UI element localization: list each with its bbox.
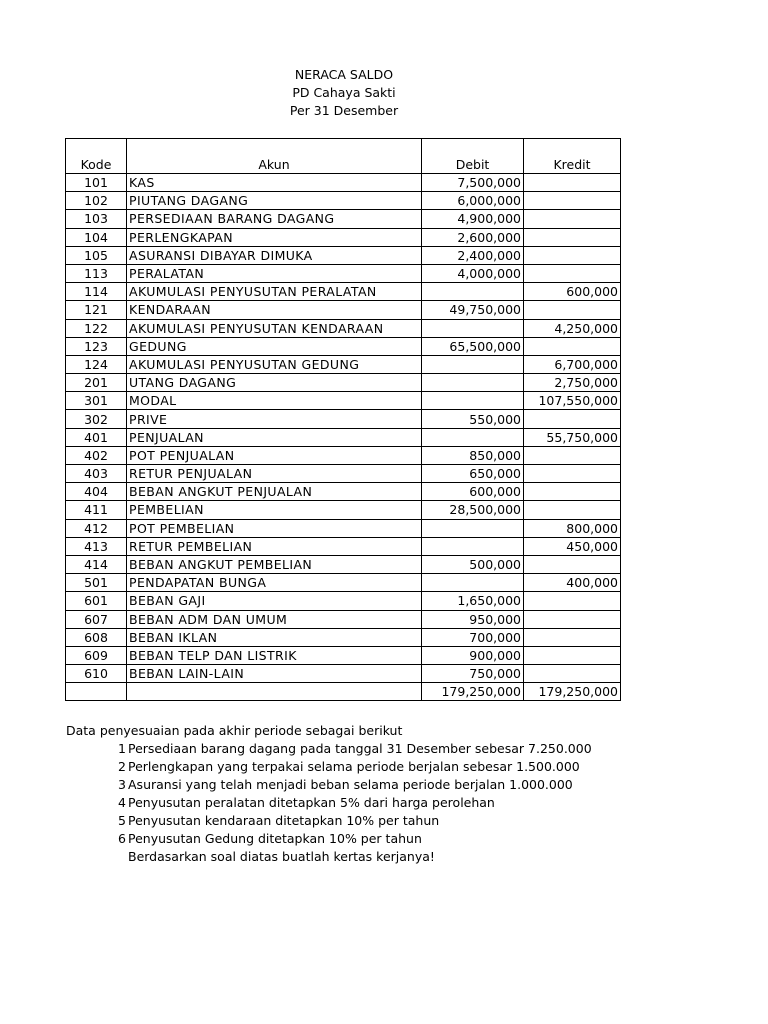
kode-cell: 124	[66, 355, 127, 373]
table-row	[66, 301, 621, 319]
table-row	[66, 519, 621, 537]
total-debit: 179,250,000	[422, 683, 524, 701]
debit-cell: 600,000	[422, 483, 524, 501]
table-row	[66, 319, 621, 337]
kredit-cell: 6,700,000	[524, 355, 621, 373]
kode-cell: 413	[66, 537, 127, 555]
table-row	[66, 374, 621, 392]
kredit-cell: 600,000	[524, 283, 621, 301]
debit-cell: 1,650,000	[422, 592, 524, 610]
debit-cell	[422, 519, 524, 537]
kode-cell: 102	[66, 192, 127, 210]
debit-cell: 49,750,000	[422, 301, 524, 319]
akun-cell: AKUMULASI PENYUSUTAN PERALATAN	[127, 283, 422, 301]
kode-cell: 601	[66, 592, 127, 610]
kredit-cell	[524, 465, 621, 483]
debit-cell	[422, 574, 524, 592]
akun-cell: GEDUNG	[127, 337, 422, 355]
akun-cell: MODAL	[127, 392, 422, 410]
kredit-cell	[524, 446, 621, 464]
akun-cell: UTANG DAGANG	[127, 374, 422, 392]
debit-cell	[422, 374, 524, 392]
debit-cell: 2,600,000	[422, 228, 524, 246]
debit-cell	[422, 428, 524, 446]
kredit-cell: 800,000	[524, 519, 621, 537]
kode-cell: 122	[66, 319, 127, 337]
note-text: Penyusutan kendaraan ditetapkan 10% per tahun	[128, 813, 440, 828]
akun-cell: POT PENJUALAN	[127, 446, 422, 464]
debit-cell	[422, 392, 524, 410]
kredit-cell	[524, 646, 621, 664]
kode-cell: 123	[66, 337, 127, 355]
note-item	[66, 830, 592, 848]
akun-cell: RETUR PENJUALAN	[127, 465, 422, 483]
table-row	[66, 483, 621, 501]
table-row	[66, 355, 621, 373]
kredit-cell: 2,750,000	[524, 374, 621, 392]
kredit-cell	[524, 628, 621, 646]
kode-cell: 609	[66, 646, 127, 664]
table-row	[66, 665, 621, 683]
debit-cell: 550,000	[422, 410, 524, 428]
kredit-cell: 450,000	[524, 537, 621, 555]
kode-cell: 501	[66, 574, 127, 592]
debit-cell: 2,400,000	[422, 246, 524, 264]
kredit-cell	[524, 555, 621, 573]
kode-cell: 103	[66, 210, 127, 228]
akun-cell: KENDARAAN	[127, 301, 422, 319]
kode-cell: 402	[66, 446, 127, 464]
debit-cell: 750,000	[422, 665, 524, 683]
kode-cell: 113	[66, 264, 127, 282]
notes-closing: Berdasarkan soal diatas buatlah kertas kerjanya!	[128, 849, 435, 864]
kredit-cell	[524, 337, 621, 355]
note-item	[66, 758, 592, 776]
table-row	[66, 392, 621, 410]
note-item	[66, 776, 592, 794]
kode-cell: 401	[66, 428, 127, 446]
kredit-cell	[524, 264, 621, 282]
note-number: 1	[118, 741, 126, 756]
table-header-row	[66, 139, 621, 174]
kode-cell: 608	[66, 628, 127, 646]
note-text: Persediaan barang dagang pada tanggal 31 Desember sebesar 7.250.000	[128, 741, 592, 756]
akun-cell: PERSEDIAAN BARANG DAGANG	[127, 210, 422, 228]
kode-cell: 121	[66, 301, 127, 319]
kode-cell: 302	[66, 410, 127, 428]
kredit-cell	[524, 501, 621, 519]
document-header	[244, 66, 444, 120]
akun-cell: PERALATAN	[127, 264, 422, 282]
kredit-cell	[524, 210, 621, 228]
kode-cell: 607	[66, 610, 127, 628]
akun-cell: BEBAN ANGKUT PENJUALAN	[127, 483, 422, 501]
table-row	[66, 537, 621, 555]
kredit-cell	[524, 192, 621, 210]
company-name: PD Cahaya Sakti	[292, 85, 396, 100]
akun-cell: BEBAN ANGKUT PEMBELIAN	[127, 555, 422, 573]
debit-cell: 7,500,000	[422, 174, 524, 192]
debit-cell: 4,000,000	[422, 264, 524, 282]
table-row	[66, 428, 621, 446]
debit-cell: 700,000	[422, 628, 524, 646]
kode-cell: 104	[66, 228, 127, 246]
kode-cell: 404	[66, 483, 127, 501]
trial-balance-table	[65, 138, 621, 701]
table-row	[66, 555, 621, 573]
debit-cell: 65,500,000	[422, 337, 524, 355]
note-number: 2	[118, 759, 126, 774]
kode-cell: 412	[66, 519, 127, 537]
akun-cell: RETUR PEMBELIAN	[127, 537, 422, 555]
debit-cell	[422, 319, 524, 337]
kredit-cell: 400,000	[524, 574, 621, 592]
kredit-cell	[524, 483, 621, 501]
kredit-cell	[524, 228, 621, 246]
note-text: Asuransi yang telah menjadi beban selama periode berjalan 1.000.000	[128, 777, 573, 792]
kredit-cell	[524, 592, 621, 610]
table-row	[66, 192, 621, 210]
column-header-akun: Akun	[127, 139, 422, 174]
debit-cell	[422, 355, 524, 373]
note-number: 4	[118, 795, 126, 810]
akun-cell: PENJUALAN	[127, 428, 422, 446]
note-item	[66, 812, 592, 830]
akun-cell: PERLENGKAPAN	[127, 228, 422, 246]
total-kredit: 179,250,000	[524, 683, 621, 701]
kode-cell: 301	[66, 392, 127, 410]
kredit-cell	[524, 174, 621, 192]
kode-cell: 201	[66, 374, 127, 392]
kredit-cell	[524, 410, 621, 428]
table-row	[66, 610, 621, 628]
adjustment-notes	[66, 722, 592, 866]
debit-cell: 28,500,000	[422, 501, 524, 519]
kode-cell: 411	[66, 501, 127, 519]
totals-kode-cell	[66, 683, 127, 701]
report-period: Per 31 Desember	[289, 103, 399, 118]
table-row	[66, 246, 621, 264]
kode-cell: 105	[66, 246, 127, 264]
akun-cell: BEBAN ADM DAN UMUM	[127, 610, 422, 628]
notes-intro: Data penyesuaian pada akhir periode sebagai berikut	[66, 723, 403, 738]
akun-cell: AKUMULASI PENYUSUTAN KENDARAAN	[127, 319, 422, 337]
kode-cell: 414	[66, 555, 127, 573]
column-header-kredit: Kredit	[524, 139, 621, 174]
kredit-cell	[524, 665, 621, 683]
note-number: 3	[118, 777, 126, 792]
table-row	[66, 446, 621, 464]
note-text: Perlengkapan yang terpakai selama periode berjalan sebesar 1.500.000	[128, 759, 580, 774]
table-row	[66, 574, 621, 592]
akun-cell: PENDAPATAN BUNGA	[127, 574, 422, 592]
table-row	[66, 465, 621, 483]
kode-cell: 101	[66, 174, 127, 192]
debit-cell: 6,000,000	[422, 192, 524, 210]
kode-cell: 114	[66, 283, 127, 301]
kredit-cell: 4,250,000	[524, 319, 621, 337]
akun-cell: POT PEMBELIAN	[127, 519, 422, 537]
table-row	[66, 337, 621, 355]
table-row	[66, 283, 621, 301]
debit-cell: 950,000	[422, 610, 524, 628]
note-item	[66, 740, 592, 758]
note-item	[66, 794, 592, 812]
column-header-debit: Debit	[422, 139, 524, 174]
table-body	[66, 174, 621, 683]
debit-cell	[422, 537, 524, 555]
totals-row	[66, 683, 621, 701]
akun-cell: BEBAN GAJI	[127, 592, 422, 610]
kode-cell: 403	[66, 465, 127, 483]
akun-cell: PIUTANG DAGANG	[127, 192, 422, 210]
kredit-cell	[524, 301, 621, 319]
kredit-cell	[524, 246, 621, 264]
akun-cell: BEBAN TELP DAN LISTRIK	[127, 646, 422, 664]
debit-cell: 850,000	[422, 446, 524, 464]
table-row	[66, 228, 621, 246]
report-title: NERACA SALDO	[294, 67, 394, 82]
akun-cell: PEMBELIAN	[127, 501, 422, 519]
table-row	[66, 628, 621, 646]
akun-cell: AKUMULASI PENYUSUTAN GEDUNG	[127, 355, 422, 373]
akun-cell: BEBAN IKLAN	[127, 628, 422, 646]
debit-cell: 500,000	[422, 555, 524, 573]
debit-cell: 4,900,000	[422, 210, 524, 228]
table-row	[66, 410, 621, 428]
akun-cell: ASURANSI DIBAYAR DIMUKA	[127, 246, 422, 264]
totals-label-cell	[127, 683, 422, 701]
akun-cell: KAS	[127, 174, 422, 192]
akun-cell: PRIVE	[127, 410, 422, 428]
table-row	[66, 592, 621, 610]
table-row	[66, 174, 621, 192]
table-row	[66, 646, 621, 664]
notes-list	[66, 740, 592, 848]
debit-cell: 900,000	[422, 646, 524, 664]
table-row	[66, 210, 621, 228]
note-text: Penyusutan Gedung ditetapkan 10% per tahun	[128, 831, 422, 846]
note-text: Penyusutan peralatan ditetapkan 5% dari harga perolehan	[128, 795, 495, 810]
kode-cell: 610	[66, 665, 127, 683]
akun-cell: BEBAN LAIN-LAIN	[127, 665, 422, 683]
note-number: 5	[118, 813, 126, 828]
note-number: 6	[118, 831, 126, 846]
kredit-cell	[524, 610, 621, 628]
column-header-kode: Kode	[66, 139, 127, 174]
table-row	[66, 501, 621, 519]
debit-cell: 650,000	[422, 465, 524, 483]
kredit-cell: 107,550,000	[524, 392, 621, 410]
debit-cell	[422, 283, 524, 301]
table-row	[66, 264, 621, 282]
kredit-cell: 55,750,000	[524, 428, 621, 446]
